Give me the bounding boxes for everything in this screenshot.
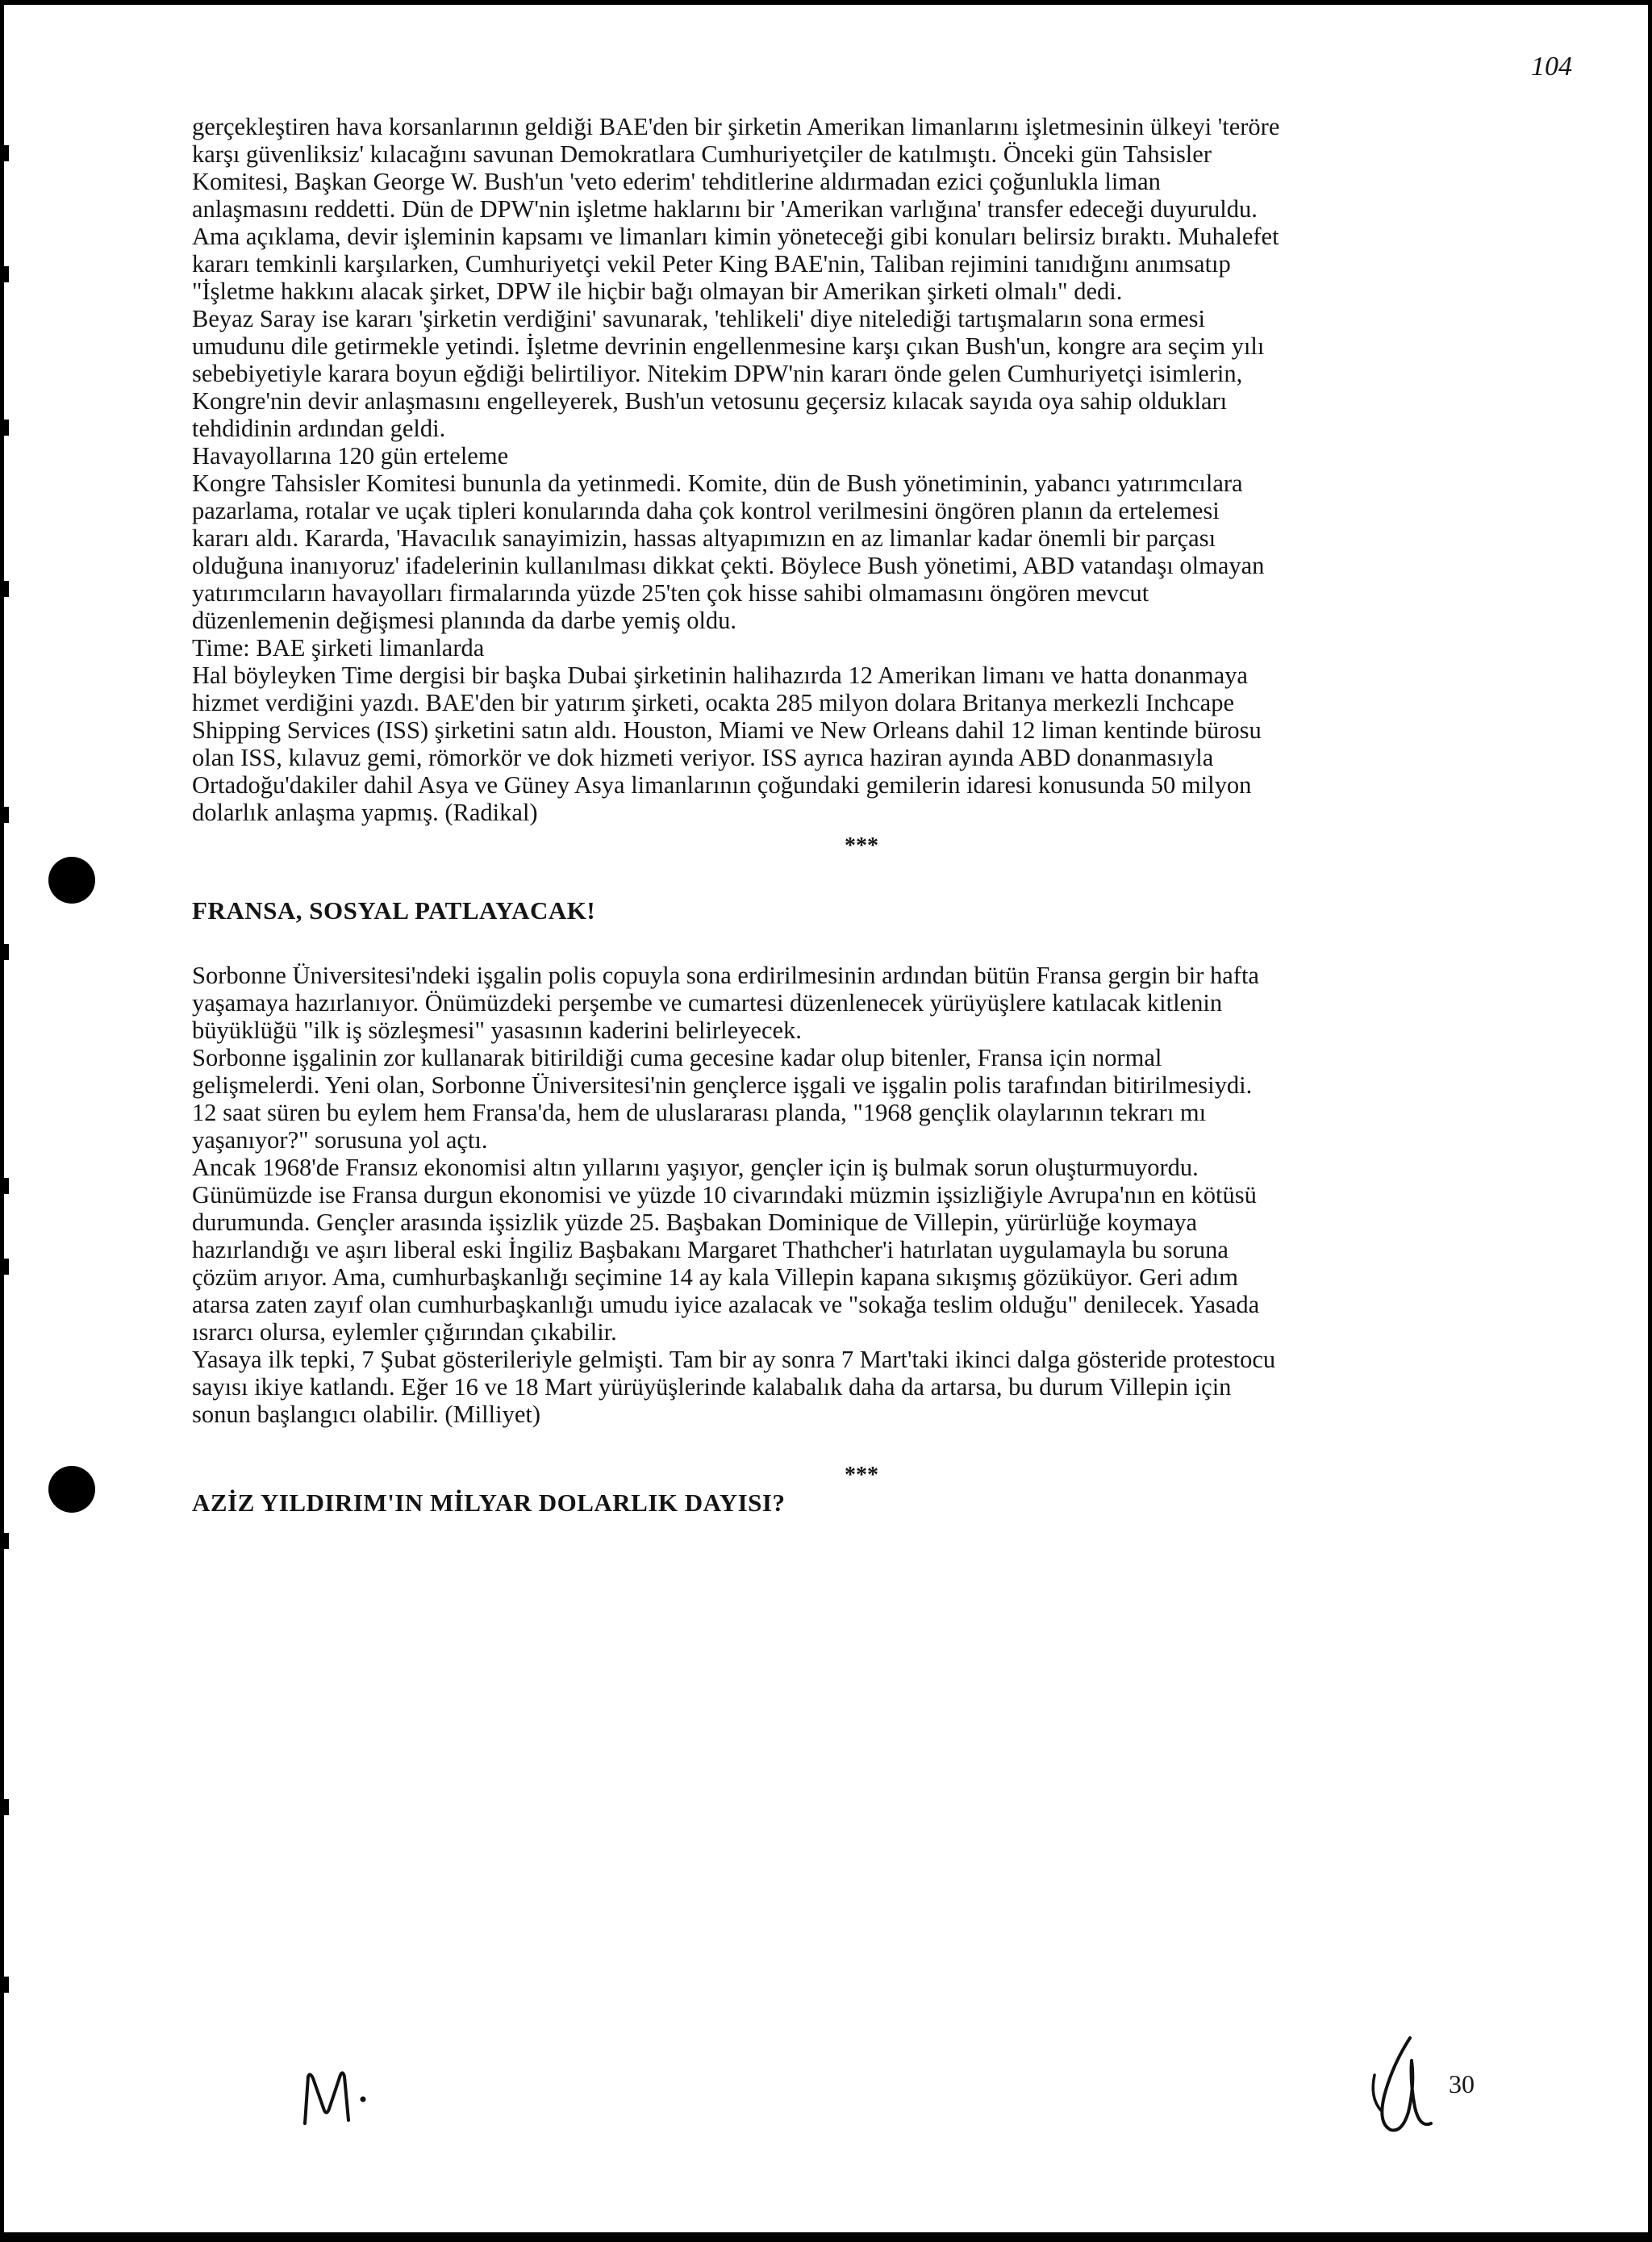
text-line: yaşanıyor?" sorusuna yol açtı.	[192, 1126, 488, 1154]
punch-hole	[48, 1466, 95, 1513]
text-line: sonun başlangıcı olabilir. (Milliyet)	[192, 1401, 541, 1428]
text-line: olan ISS, kılavuz gemi, römorkör ve dok hizmeti veriyor. ISS ayrıca haziran ayında ABD donanmasıyla	[192, 744, 1214, 771]
scan-edge-mark	[4, 1178, 9, 1194]
text-line: sebebiyetiyle karara boyun eğdiği belirtiliyor. Nitekim DPW'nin kararı önde gelen Cumhuriyetçi isimlerin,	[192, 360, 1243, 387]
scan-edge-mark	[4, 581, 9, 597]
text-line: Komitesi, Başkan George W. Bush'un 'veto ederim' tehditlerine aldırmadan ezici çoğunlukla liman	[192, 168, 1161, 195]
article-france-text	[192, 962, 1483, 1428]
text-line: durumunda. Gençler arasında işsizlik yüzde 25. Başbakan Dominique de Villepin, yürürlüğe koymaya	[192, 1209, 1198, 1236]
handwritten-initials	[300, 2067, 397, 2131]
text-line: Time: BAE şirketi limanlarda	[192, 634, 485, 662]
text-line: Günümüzde ise Fransa durgun ekonomisi ve yüzde 10 civarındaki müzmin işsizliğiyle Avrupa'nın en kötüsü	[192, 1181, 1257, 1209]
scan-edge-mark	[4, 145, 9, 161]
article-ports-text	[192, 113, 1483, 826]
text-line: Kongre'nin devir anlaşmasını engelleyerek, Bush'un vetosunu geçersiz kılacak sayıda oya sahip oldukları	[192, 387, 1228, 415]
text-line: dolarlık anlaşma yapmış. (Radikal)	[192, 799, 538, 826]
scan-edge-mark	[4, 266, 9, 282]
scan-edge-mark	[4, 420, 9, 436]
text-line: yaşamaya hazırlanıyor. Önümüzdeki perşembe ve cumartesi düzenlenecek yürüyüşlere katılacak kitlenin	[192, 989, 1223, 1017]
text-line: Sorbonne işgalinin zor kullanarak bitirildiği cuma gecesine kadar olup bitenler, Fransa için normal	[192, 1044, 1162, 1071]
text-line: "İşletme hakkını alacak şirket, DPW ile hiçbir bağı olmayan bir Amerikan şirketi olmalı" dedi.	[192, 278, 1123, 305]
text-line: gerçekleştiren hava korsanlarının geldiği BAE'den bir şirketin Amerikan limanlarını işletmesinin ülkeyi 'teröre	[192, 113, 1280, 140]
scan-border-top	[0, 0, 1652, 5]
text-line: Ortadoğu'dakiler dahil Asya ve Güney Asya limanlarının çoğundaki gemilerin idaresi konusunda 50 milyon	[192, 771, 1252, 799]
scan-border-bottom	[0, 2232, 1652, 2242]
article-title-aziz-yildirim: AZİZ YILDIRIM'IN MİLYAR DOLARLIK DAYISI?	[192, 1488, 786, 1517]
text-line: Yasaya ilk tepki, 7 Şubat gösterileriyle gelmişti. Tam bir ay sonra 7 Mart'taki ikinci dalga gösteride protestocu	[192, 1346, 1276, 1373]
text-line: olduğuna inanıyoruz' ifadelerinin kullanılması dikkat çekti. Böylece Bush yönetimi, ABD vatandaşı olmayan	[192, 552, 1265, 579]
text-line: pazarlama, rotalar ve uçak tipleri konularında daha çok kontrol verilmesini öngören planın da ertelemesi	[192, 497, 1220, 524]
scan-border-left	[0, 0, 4, 2242]
punch-hole	[48, 857, 95, 904]
text-line: atarsa zaten zayıf olan cumhurbaşkanlığı umudu iyice azalacak ve "sokağa teslim olduğu" denilecek. Yasada	[192, 1291, 1260, 1318]
text-line: gelişmelerdi. Yeni olan, Sorbonne Üniversitesi'nin gençlerce işgali ve işgalin polis tarafından bitirilmesiydi.	[192, 1071, 1253, 1099]
text-line: sayısı ikiye katlandı. Eğer 16 ve 18 Mart yürüyüşlerinde kalabalık daha da artarsa, bu durum Villepin için	[192, 1373, 1232, 1401]
text-line: hazırlandığı ve aşırı liberal eski İngiliz Başbakanı Margaret Thathcher'i hatırlatan uygulamayla bu soruna	[192, 1236, 1229, 1263]
text-line: Sorbonne Üniversitesi'ndeki işgalin polis copuyla sona erdirilmesinin ardından bütün Fransa gergin bir hafta	[192, 962, 1259, 989]
text-line: Ancak 1968'de Fransız ekonomisi altın yıllarını yaşıyor, gençler için iş bulmak sorun oluşturmuyordu.	[192, 1154, 1199, 1181]
text-line: Ama açıklama, devir işleminin kapsamı ve limanları kimin yöneteceği gibi konuları belirsiz bıraktı. Muhalefet	[192, 223, 1279, 250]
text-line: karşı güvenliksiz' kılacağını savunan Demokratlara Cumhuriyetçiler de katılmıştı. Önceki gün Tahsisler	[192, 140, 1212, 168]
text-line: çözüm arıyor. Ama, cumhurbaşkanlığı seçimine 14 ay kala Villepin kapana sıkışmış gözüküyor. Geri adım	[192, 1263, 1238, 1291]
page-number: 30	[1449, 2069, 1475, 2098]
text-line: kararı aldı. Kararda, 'Havacılık sanayimizin, hassas altyapımızın en az limanlar kadar önemli bir parçası	[192, 524, 1216, 552]
text-line: yatırımcıların havayolları firmalarında yüzde 25'ten çok hisse sahibi olmamasını öngören mevcut	[192, 579, 1149, 607]
text-line: Hal böyleyken Time dergisi bir başka Dubai şirketinin halihazırda 12 Amerikan limanı ve hatta donanmaya	[192, 662, 1248, 689]
text-line: 12 saat süren bu eylem hem Fransa'da, hem de uluslararası planda, "1968 gençlik olaylarının tekrarı mı	[192, 1099, 1207, 1126]
text-line: büyüklüğü "ilk iş sözleşmesi" yasasının kaderini belirleyecek.	[192, 1017, 802, 1044]
text-line: Beyaz Saray ise kararı 'şirketin verdiğini' savunarak, 'tehlikeli' diye nitelediği tartışmaların sona ermesi	[192, 305, 1205, 332]
scan-edge-mark	[4, 1533, 9, 1549]
document-body	[192, 113, 1483, 1517]
handwritten-signature	[1363, 2033, 1436, 2138]
text-line: umudunu dile getirmekle yetindi. İşletme devrinin engellenmesine karşı çıkan Bush'un, kongre ara seçim yılı	[192, 332, 1265, 360]
scan-edge-mark	[4, 807, 9, 823]
text-line: Havayollarına 120 gün erteleme	[192, 442, 509, 470]
text-line: Shipping Services (ISS) şirketini satın aldı. Houston, Miami ve New Orleans dahil 12 liman kentinde bürosu	[192, 716, 1262, 744]
text-line: ısrarcı olursa, eylemler çığırından çıkabilir.	[192, 1318, 617, 1346]
scan-border-right	[1648, 0, 1652, 2242]
scan-edge-mark	[4, 1259, 9, 1275]
section-separator: ***	[845, 1463, 878, 1488]
scan-edge-mark	[4, 944, 9, 960]
section-separator: ***	[845, 833, 878, 858]
text-line: hizmet verdiğini yazdı. BAE'den bir yatırım şirketi, ocakta 285 milyon dolara Britanya merkezli Inchcape	[192, 689, 1235, 716]
scan-edge-mark	[4, 1977, 9, 1993]
text-line: Kongre Tahsisler Komitesi bununla da yetinmedi. Komite, dün de Bush yönetiminin, yabancı yatırımcılara	[192, 470, 1243, 497]
text-line: düzenlemenin değişmesi planında da darbe yemiş oldu.	[192, 607, 737, 634]
text-line: kararı temkinli karşılarken, Cumhuriyetçi vekil Peter King BAE'nin, Taliban rejimini tanıdığını anımsatıp	[192, 250, 1231, 278]
text-line: anlaşmasını reddetti. Dün de DPW'nin işletme haklarını bir 'Amerikan varlığına' transfer edeceği duyuruldu.	[192, 195, 1258, 223]
scan-edge-mark	[4, 1799, 9, 1815]
text-line: tehdidinin ardından geldi.	[192, 415, 446, 442]
article-title-france: FRANSA, SOSYAL PATLAYACAK!	[192, 896, 596, 925]
handwritten-page-reference: 104	[1531, 52, 1572, 81]
